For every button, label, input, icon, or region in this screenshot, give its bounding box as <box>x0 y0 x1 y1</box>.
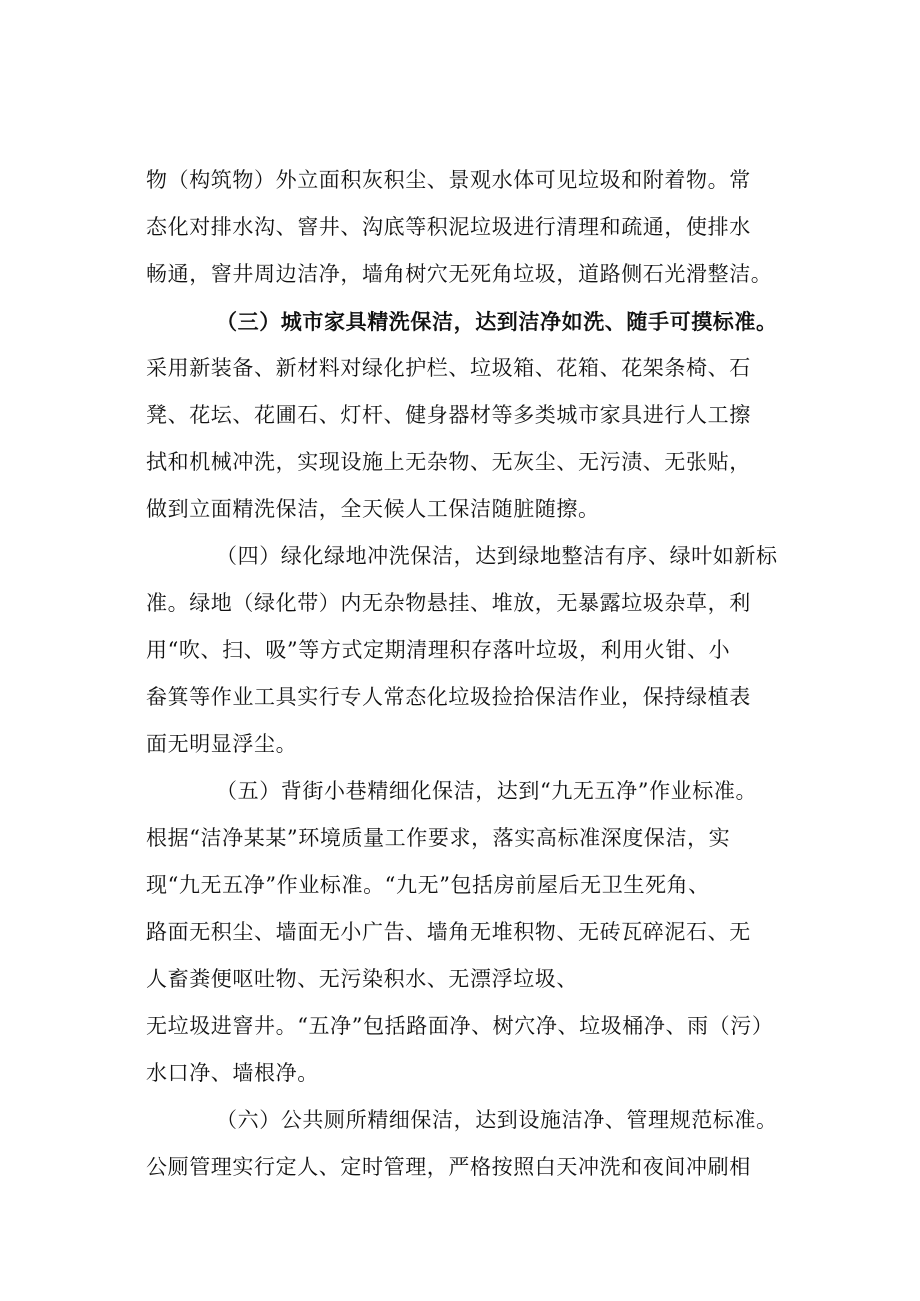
paragraph-line: 现“九无五净”作业标准。“九无”包括房前屋后无卫生死角、 <box>146 873 710 897</box>
paragraph-line: 物（构筑物）外立面积灰积尘、景观水体可见垃圾和附着物。常 <box>146 168 751 192</box>
paragraph-line: 用“吹、扫、吸”等方式定期清理积存落叶垃圾，利用火钳、小 <box>146 638 731 662</box>
section-heading-four: （四）绿化绿地冲洗保洁，达到绿地整洁有序、绿叶如新标 <box>216 544 778 568</box>
section-heading-five: （五）背街小巷精细化保洁，达到“九无五净”作业标准。 <box>216 779 758 803</box>
paragraph-line: 根据“洁净某某”环境质量工作要求，落实高标准深度保洁，实 <box>146 826 731 850</box>
paragraph-line: 拭和机械冲洗，实现设施上无杂物、无灰尘、无污渍、无张贴， <box>146 450 751 474</box>
paragraph-line: 无垃圾进窨井。“五净”包括路面净、树穴净、垃圾桶净、雨（污） <box>146 1014 774 1038</box>
document-body <box>146 157 806 1191</box>
paragraph-line: 面无明显浮尘。 <box>146 732 298 756</box>
paragraph-line: 水口净、墙根净。 <box>146 1061 319 1085</box>
paragraph-line: 公厕管理实行定人、定时管理，严格按照白天冲洗和夜间冲刷相 <box>146 1155 751 1179</box>
paragraph-line: 做到立面精洗保洁，全天候人工保洁随脏随擦。 <box>146 497 600 521</box>
paragraph-line: 畅通，窨井周边洁净，墙角树穴无死角垃圾，道路侧石光滑整洁。 <box>146 262 773 286</box>
section-heading-six: （六）公共厕所精细保洁，达到设施洁净、管理规范标准。 <box>216 1108 778 1132</box>
section-heading-three: （三）城市家具精洗保洁，达到洁净如洗、随手可摸标准。 <box>216 309 778 334</box>
paragraph-line: 人畜粪便呕吐物、无污染积水、无漂浮垃圾、 <box>146 967 578 991</box>
paragraph-line: 采用新装备、新材料对绿化护栏、垃圾箱、花箱、花架条椅、石 <box>146 356 751 380</box>
paragraph-line: 态化对排水沟、窨井、沟底等积泥垃圾进行清理和疏通，使排水 <box>146 215 751 239</box>
paragraph-line: 路面无积尘、墙面无小广告、墙角无堆积物、无砖瓦碎泥石、无 <box>146 920 751 944</box>
paragraph-line: 畚箕等作业工具实行专人常态化垃圾捡拾保洁作业，保持绿植表 <box>146 685 751 709</box>
paragraph-line: 准。绿地（绿化带）内无杂物悬挂、堆放，无暴露垃圾杂草，利 <box>146 591 751 615</box>
paragraph-line: 凳、花坛、花圃石、灯杆、健身器材等多类城市家具进行人工擦 <box>146 403 751 427</box>
